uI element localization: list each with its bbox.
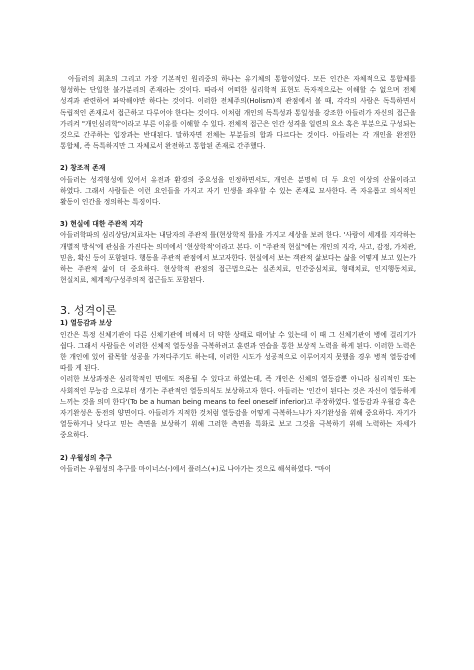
section-heading: 1) 열등감과 보상 (60, 319, 112, 328)
section-heading: 2) 우월성의 추구 (60, 453, 112, 462)
section-heading: 2) 창조적 존재 (60, 164, 106, 173)
body-paragraph: 인간은 특정 신체기관이 다른 신체기관에 비해서 더 약한 상태로 태어날 수 있는데 이 때 그 신체기관이 병에 걸리기가 쉽다. 그래서 사람들은 이러한 신체적 열등성을 극복하려고 훈련과 연습을 통한 보상적 노력을 하게 된다. 이러한 노력은 한 개인에 있어 괄목할 성공을 가져다주기도 하는데, 이러한 시도가 성공적으로 이루어지지 못했을 경우 병적 열등감에 따를 게 된다. (60, 330, 416, 373)
section-heading: 3) 현실에 대한 주관적 지각 (60, 220, 143, 229)
body-paragraph: 아들러는 우월성의 추구를 마이너스(-)에서 플러스(+)로 나아가는 것으로 해석하였다. "마이 (60, 464, 332, 473)
chapter-title: 3. 성격이론 (60, 304, 117, 318)
body-paragraph: 아들러의 최초의 그리고 가장 기본적인 원리중의 하나는 유기체의 통합이었다. 모든 인간은 자체적으로 통합체를 형성하는 단일한 불가분리의 존재라는 것이다. 따라서 어떠한 심리학적 표현도 독자적으로는 이해할 수 없으며 전체 성격과 관련하여 파악해야만 하다는 것이다. 이러한 전체주의(Holism)적 관점에서 볼 때, 각각의 사람은 독특하면서 독립적인 존재로서 접근하고 다루어야 한다는 것이다. 이처럼 개인의 독특성과 통일성을 강조한 아들러가 자신의 접근을 가리켜 "개인심리학"이라고 부른 이유를 이해할 수 있다. 전체적 접근은 인간 성격을 일련의 요소 혹은 부분으로 구성되는 것으로 간주하는 입장과는 반대된다. 말하자면 전체는 부분들의 합과 다르다는 것이다. 아들러는 각 개인을 완전한 통합체, 즉 독특하지만 그 자체로서 완전하고 통합된 존재로 간주했다. (60, 75, 416, 151)
body-paragraph: 이러한 보상과정은 심리학적인 면에도 적용될 수 있다고 하였는데, 즉 개인은 신체의 열등감뿐 아니라 심리적인 또는 사회적인 무능감 으로부터 생기는 주관적인 열등의식도 보상하고자 한다. 아들러는 '인간이 된다는 것은 자신이 열등하게 느끼는 것을 의미 한다'(To be a human being means to feel oneself inferior)고 주장하였다. 열등감과 우월감 혹은 자기완성은 동전의 양면이다. 아들러가 지적한 것처럼 열등감을 어떻게 극복하느냐가 자기완성을 위해 중요하다. 자기가 열등하거나 낮다고 믿는 측면을 보상하기 위해 그러한 측면을 특화로 보고 그것을 극복하기 위해 노력하는 자세가 중요하다. (60, 375, 416, 440)
body-paragraph: 아들러는 성격형성에 있어서 유전과 환경의 중요성을 인정하면서도, 개인은 분명히 더 두 요인 이상의 산물이라고 하였다. 그래서 사람들은 이런 요인들을 가지고 자기 인생을 좌우할 수 있는 존재로 묘사한다. 즉 자유롭고 의식적인 활동이 인간을 정의하는 특징이다. (60, 175, 416, 207)
body-paragraph: 아들러학파의 심리상담/치료자는 내담자의 주관적 틀(현상학적 틀)을 가지고 세상을 보려 한다. '사람이 세계를 지각하는 개별적 방식'에 관심을 가진다는 의미에서 '현상학적'이라고 본다. 이 "주관적 현실"에는 개인의 지각, 사고, 감정, 가치관, 믿음, 확신 등이 포함된다. 행동을 주관적 관점에서 보고자한다. 현실에서 보는 객관적 삶보다는 삶을 어떻게 보고 있는가 하는 주관적 삶이 더 중요하다. 현상학적 관점의 접근법으로는 실존치료, 인간중심치료, 형태치료, 인지행동치료, 현실치료, 체계적/구성주의적 접근들도 포함된다. (60, 231, 416, 285)
